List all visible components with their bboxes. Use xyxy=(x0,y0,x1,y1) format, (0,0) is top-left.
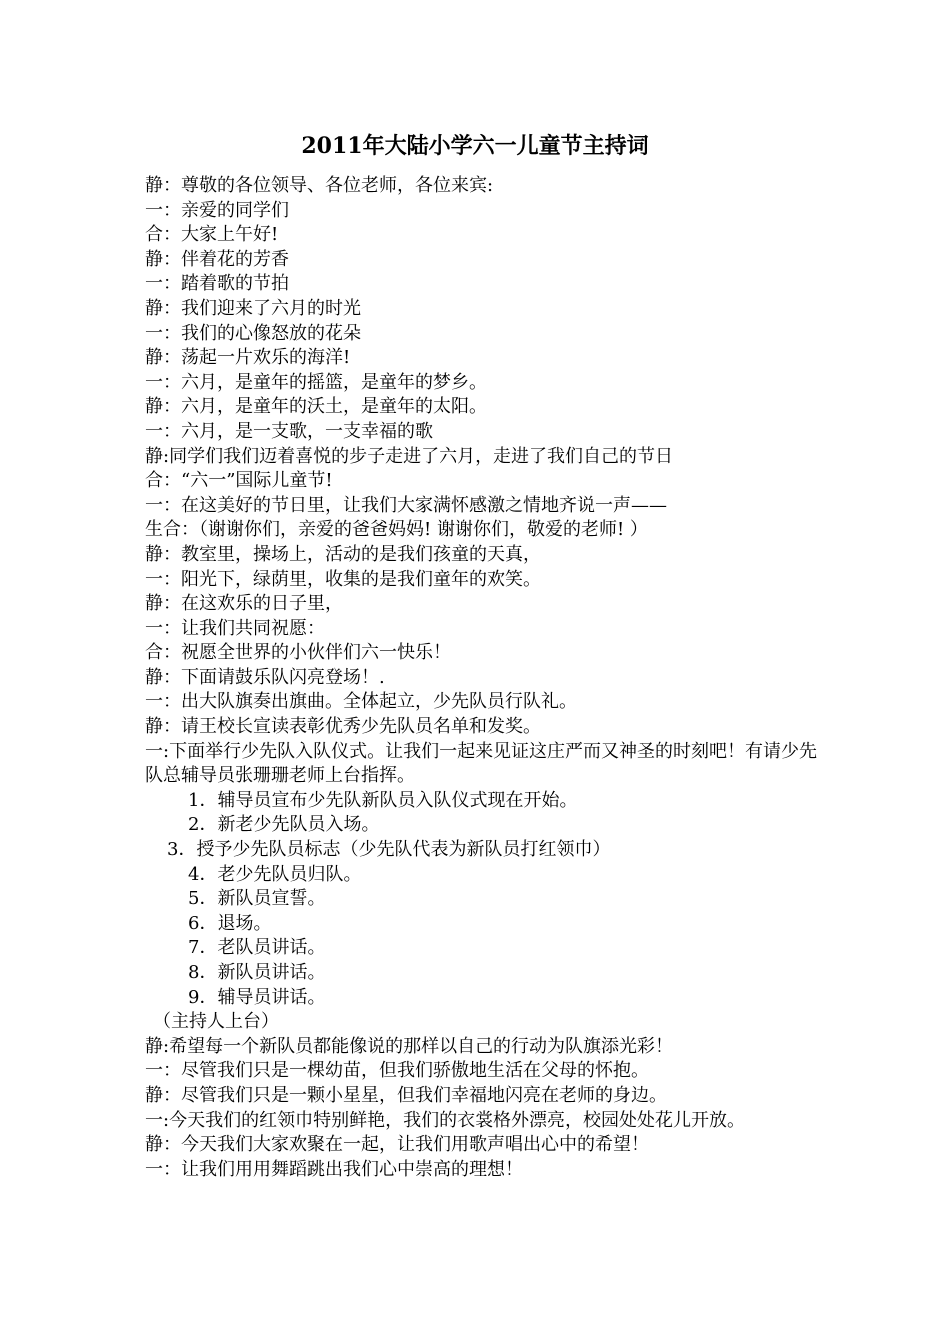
text-line: 一：亲爱的同学们 xyxy=(145,199,289,221)
list-item: 4．老少先队员归队。 xyxy=(188,863,362,885)
text-line: 静：荡起一片欢乐的海洋! xyxy=(145,347,351,369)
text-paragraph: 一:今天我们的红领巾特别鲜艳，我们的衣裳格外漂亮，校园处处花儿开放。 xyxy=(145,1109,746,1131)
text-line: 静：我们迎来了六月的时光 xyxy=(145,297,361,319)
list-item: 6．退场。 xyxy=(188,912,272,934)
text-line: 静：在这欢乐的日子里， xyxy=(145,593,343,615)
document-title: 2011年大陆小学六一儿童节主持词 xyxy=(301,133,649,159)
text-line: 静：伴着花的芳香 xyxy=(145,248,289,270)
text-line: 生合：（谢谢你们，亲爱的爸爸妈妈! 谢谢你们，敬爱的老师! ） xyxy=(145,519,648,541)
text-line: 静：教室里，操场上，活动的是我们孩童的天真， xyxy=(145,543,541,565)
text-line: 合：大家上午好! xyxy=(145,224,279,246)
text-line: 一：尽管我们只是一棵幼苗，但我们骄傲地生活在父母的怀抱。 xyxy=(145,1060,649,1082)
text-line: 一：我们的心像怒放的花朵 xyxy=(145,322,361,344)
text-paragraph: 一:下面举行少先队入队仪式。让我们一起来见证这庄严而又神圣的时刻吧！有请少先队总辅导员张珊珊老师上台指挥。 xyxy=(145,740,818,787)
text-line: 合：祝愿全世界的小伙伴们六一快乐！ xyxy=(145,642,451,664)
list-item: 5．新队员宣誓。 xyxy=(188,888,326,910)
text-line: 静：尊敬的各位领导、各位老师，各位来宾: xyxy=(145,175,494,196)
text-line: 静:希望每一个新队员都能像说的那样以自己的行动为队旗添光彩！ xyxy=(145,1035,674,1057)
text-line: 一：踏着歌的节拍 xyxy=(145,273,289,295)
text-line: 一：六月，是一支歌，一支幸福的歌 xyxy=(145,420,433,442)
text-line: 静：请王校长宣读表彰优秀少先队员名单和发奖。 xyxy=(145,716,541,738)
list-item: 7．老队员讲话。 xyxy=(188,937,326,959)
text-line: 静：尽管我们只是一颗小星星，但我们幸福地闪亮在老师的身边。 xyxy=(145,1084,667,1106)
list-item: 8．新队员讲话。 xyxy=(188,962,326,983)
text-line: 静：六月，是童年的沃土，是童年的太阳。 xyxy=(145,396,487,418)
text-line: 一：六月，是童年的摇篮，是童年的梦乡。 xyxy=(145,371,487,393)
text-line: 一：让我们共同祝愿： xyxy=(145,617,325,639)
text-line: 静：今天我们大家欢聚在一起，让我们用歌声唱出心中的希望！ xyxy=(145,1134,649,1156)
text-line: 合：“六一”国际儿童节! xyxy=(145,470,333,492)
text-line: 一：出大队旗奏出旗曲。全体起立，少先队员行队礼。 xyxy=(145,691,577,713)
document-body xyxy=(145,174,825,1182)
list-item: 1．辅导员宣布少先队新队员入队仪式现在开始。 xyxy=(188,789,578,811)
text-line: 一：在这美好的节日里，让我们大家满怀感激之情地齐说一声—— xyxy=(145,494,667,516)
text-line: 静:同学们我们迈着喜悦的步子走进了六月，走进了我们自己的节日 xyxy=(145,445,674,467)
list-item: 2．新老少先队员入场。 xyxy=(188,814,380,836)
text-line: 静：下面请鼓乐队闪亮登场！. xyxy=(145,666,385,688)
text-line: 一：阳光下，绿荫里，收集的是我们童年的欢笑。 xyxy=(145,568,541,590)
list-item: 3．授予少先队员标志（少先队代表为新队员打红领巾） xyxy=(167,839,611,861)
list-item: 9．辅导员讲话。 xyxy=(188,986,326,1008)
text-line: 一：让我们用用舞蹈跳出我们心中崇高的理想！ xyxy=(145,1158,523,1180)
stage-direction: （主持人上台） xyxy=(153,1011,279,1033)
